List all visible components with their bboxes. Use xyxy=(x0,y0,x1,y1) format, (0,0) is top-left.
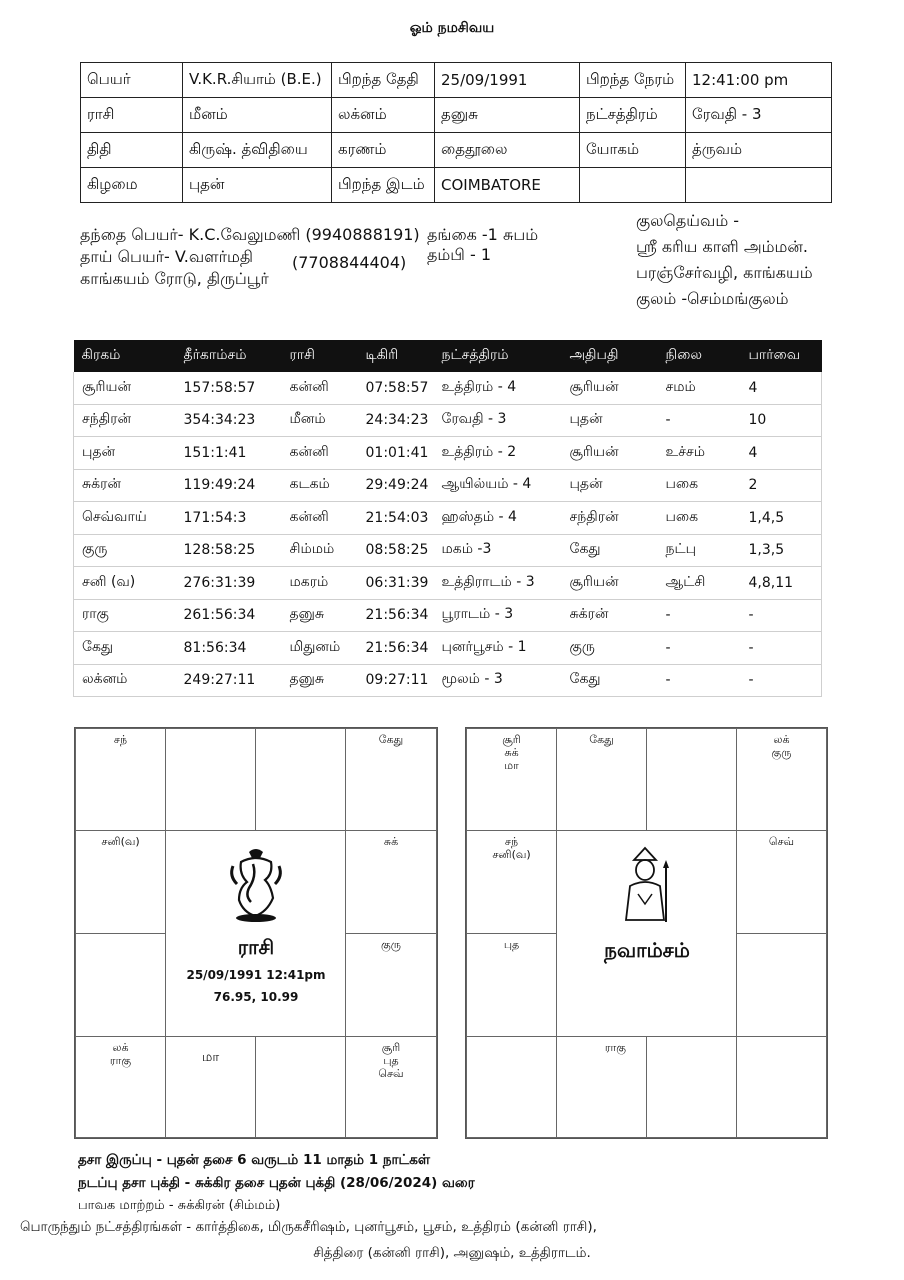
brother: தம்பி - 1 xyxy=(427,245,492,264)
info-label: யோகம் xyxy=(580,133,686,168)
planet-cell: 249:27:11 xyxy=(176,664,282,697)
planet-table xyxy=(73,340,822,697)
rasi-house-scorpio: மா xyxy=(165,1036,256,1138)
navamsa-house-scorpio: ராகு xyxy=(556,1036,647,1138)
planet-cell: கடகம் xyxy=(282,469,358,502)
planet-cell: தனுசு xyxy=(282,664,358,697)
navamsa-house-taurus xyxy=(646,728,737,831)
planet-cell: 07:58:57 xyxy=(358,372,434,404)
rasi-house-pisces: சந் xyxy=(75,728,166,831)
planet-cell: தனுசு xyxy=(282,599,358,632)
ganesha-icon xyxy=(227,846,285,924)
info-value: 12:41:00 pm xyxy=(686,63,832,98)
planet-cell: ஆட்சி xyxy=(658,567,741,600)
planet-cell: 128:58:25 xyxy=(176,534,282,567)
planet-row xyxy=(74,437,822,470)
planet-cell: 4 xyxy=(741,437,822,470)
navamsa-house-aquarius: சந் சனி(வ) xyxy=(466,830,557,934)
planet-cell: 261:56:34 xyxy=(176,599,282,632)
planet-cell: 151:1:41 xyxy=(176,437,282,470)
planet-column-header: தீர்காம்சம் xyxy=(176,340,282,372)
planet-column-header: பார்வை xyxy=(741,340,822,372)
planet-cell: சூரியன் xyxy=(562,372,658,404)
planet-cell: 119:49:24 xyxy=(176,469,282,502)
planet-cell: 1,3,5 xyxy=(741,534,822,567)
planet-cell: 276:31:39 xyxy=(176,567,282,600)
navamsa-house-sagittarius xyxy=(466,1036,557,1138)
info-value: 25/09/1991 xyxy=(435,63,580,98)
planet-cell: சுக்ரன் xyxy=(562,599,658,632)
navamsa-house-cancer: செவ் xyxy=(736,830,827,934)
info-value: தைதூலை xyxy=(435,133,580,168)
sister: தங்கை -1 சுபம் xyxy=(427,225,539,244)
mother-name: தாய் பெயர்- V.வளர்மதி xyxy=(80,247,253,266)
navamsa-house-capricorn: புத xyxy=(466,933,557,1037)
birth-info-table xyxy=(80,62,832,203)
planet-cell: - xyxy=(658,632,741,665)
kula-deivam-label: குலதெய்வம் - xyxy=(636,211,740,230)
info-label: ராசி xyxy=(81,98,183,133)
info-row xyxy=(81,133,832,168)
planet-cell: புதன் xyxy=(74,437,176,470)
info-value: ரேவதி - 3 xyxy=(686,98,832,133)
info-label xyxy=(580,168,686,203)
planet-column-header: அதிபதி xyxy=(562,340,658,372)
page-title: ஓம் நமசிவய xyxy=(409,20,495,36)
planet-cell: 81:56:34 xyxy=(176,632,282,665)
info-label: திதி xyxy=(81,133,183,168)
info-row xyxy=(81,168,832,203)
info-label: பெயர் xyxy=(81,63,183,98)
planet-cell: 4,8,11 xyxy=(741,567,822,600)
rasi-house-libra xyxy=(255,1036,346,1138)
planet-cell: ராகு xyxy=(74,599,176,632)
info-label: கிழமை xyxy=(81,168,183,203)
planet-cell: மூலம் - 3 xyxy=(434,664,562,697)
planet-column-header: ராசி xyxy=(282,340,358,372)
planet-cell: சூரியன் xyxy=(74,372,176,404)
info-label: பிறந்த தேதி xyxy=(332,63,435,98)
planet-row xyxy=(74,404,822,437)
planet-cell: 157:58:57 xyxy=(176,372,282,404)
rasi-title: ராசி xyxy=(237,935,275,959)
planet-cell: லக்னம் xyxy=(74,664,176,697)
planet-column-header: நட்சத்திரம் xyxy=(434,340,562,372)
rasi-house-gemini: கேது xyxy=(345,728,437,831)
planet-cell: கேது xyxy=(74,632,176,665)
matching-stars-line1: பொருந்தும் நட்சத்திரங்கள் - கார்த்திகை, மிருகசீரிஷம், புனர்பூசம், பூசம், உத்திரம் (கன்னி ராசி), xyxy=(20,1219,597,1235)
dasa-balance: தசா இருப்பு - புதன் தசை 6 வருடம் 11 மாதம் 1 நாட்கள் xyxy=(78,1152,431,1168)
rasi-datetime: 25/09/1991 12:41pm xyxy=(186,968,326,982)
planet-cell: 24:34:23 xyxy=(358,404,434,437)
planet-cell: உத்திரம் - 2 xyxy=(434,437,562,470)
planet-cell: - xyxy=(658,599,741,632)
info-value: கிருஷ். த்விதியை xyxy=(183,133,332,168)
planet-cell: சிம்மம் xyxy=(282,534,358,567)
planet-cell: 354:34:23 xyxy=(176,404,282,437)
planet-cell: கன்னி xyxy=(282,372,358,404)
navamsa-house-leo xyxy=(736,933,827,1037)
current-dasa: நடப்பு தசா புக்தி - சுக்கிர தசை புதன் புக்தி (28/06/2024) வரை xyxy=(78,1175,475,1191)
navamsa-house-virgo xyxy=(736,1036,827,1138)
planet-cell: 21:56:34 xyxy=(358,632,434,665)
bhava-change: பாவக மாற்றம் - சுக்கிரன் (சிம்மம்) xyxy=(78,1198,281,1213)
info-value xyxy=(686,168,832,203)
info-value: த்ருவம் xyxy=(686,133,832,168)
planet-cell: ஆயில்யம் - 4 xyxy=(434,469,562,502)
planet-column-header: நிலை xyxy=(658,340,741,372)
father-name: தந்தை பெயர்- K.C.வேலுமணி (9940888191) xyxy=(80,225,420,244)
murugan-icon xyxy=(614,846,676,926)
planet-cell: 06:31:39 xyxy=(358,567,434,600)
planet-cell: சமம் xyxy=(658,372,741,404)
planet-row xyxy=(74,534,822,567)
rasi-chart xyxy=(74,727,438,1139)
planet-cell: புனர்பூசம் - 1 xyxy=(434,632,562,665)
planet-column-header: கிரகம் xyxy=(74,340,176,372)
info-value: புதன் xyxy=(183,168,332,203)
navamsa-house-pisces: சூரி சுக் மா xyxy=(466,728,557,831)
planet-cell: புதன் xyxy=(562,404,658,437)
planet-cell: சுக்ரன் xyxy=(74,469,176,502)
info-value: COIMBATORE xyxy=(435,168,580,203)
info-label: பிறந்த இடம் xyxy=(332,168,435,203)
planet-cell: 08:58:25 xyxy=(358,534,434,567)
planet-cell: 01:01:41 xyxy=(358,437,434,470)
planet-cell: செவ்வாய் xyxy=(74,502,176,535)
planet-row xyxy=(74,632,822,665)
planet-cell: 29:49:24 xyxy=(358,469,434,502)
navamsa-house-aries: கேது xyxy=(556,728,647,831)
planet-cell: 10 xyxy=(741,404,822,437)
planet-cell: சூரியன் xyxy=(562,437,658,470)
planet-cell: 171:54:3 xyxy=(176,502,282,535)
address: காங்கயம் ரோடு, திருப்பூர் xyxy=(80,269,269,288)
planet-cell: நட்பு xyxy=(658,534,741,567)
info-label: நட்சத்திரம் xyxy=(580,98,686,133)
matching-stars-line2: சித்திரை (கன்னி ராசி), அனுஷம், உத்திராடம். xyxy=(313,1245,591,1261)
planet-cell: - xyxy=(741,599,822,632)
planet-cell: சனி (வ) xyxy=(74,567,176,600)
planet-row xyxy=(74,469,822,502)
planet-cell: 1,4,5 xyxy=(741,502,822,535)
planet-cell: உத்திரம் - 4 xyxy=(434,372,562,404)
info-row xyxy=(81,63,832,98)
planet-cell: உச்சம் xyxy=(658,437,741,470)
planet-cell: 21:54:03 xyxy=(358,502,434,535)
planet-cell: மிதுனம் xyxy=(282,632,358,665)
planet-cell: கேது xyxy=(562,664,658,697)
planet-cell: 09:27:11 xyxy=(358,664,434,697)
kula-deivam-name: ஸ்ரீ கரிய காளி அம்மன். xyxy=(636,237,808,256)
planet-cell: சந்திரன் xyxy=(562,502,658,535)
planet-cell: ஹஸ்தம் - 4 xyxy=(434,502,562,535)
rasi-house-taurus xyxy=(255,728,346,831)
rasi-house-virgo: சூரி புத செவ் xyxy=(345,1036,437,1138)
planet-cell: மகரம் xyxy=(282,567,358,600)
rasi-coordinates: 76.95, 10.99 xyxy=(213,990,299,1004)
planet-cell: மீனம் xyxy=(282,404,358,437)
planet-cell: சூரியன் xyxy=(562,567,658,600)
planet-cell: பகை xyxy=(658,502,741,535)
navamsa-chart xyxy=(465,727,828,1139)
navamsa-title: நவாம்சம் xyxy=(604,938,690,962)
rasi-house-leo: குரு xyxy=(345,933,437,1037)
planet-cell: கன்னி xyxy=(282,502,358,535)
planet-cell: - xyxy=(741,632,822,665)
planet-cell: பகை xyxy=(658,469,741,502)
info-value: மீனம் xyxy=(183,98,332,133)
planet-cell: பூராடம் - 3 xyxy=(434,599,562,632)
navamsa-house-gemini: லக் குரு xyxy=(736,728,827,831)
info-value: தனுசு xyxy=(435,98,580,133)
navamsa-house-libra xyxy=(646,1036,737,1138)
planet-cell: கேது xyxy=(562,534,658,567)
kula-deivam-place: பரஞ்சேர்வழி, காங்கயம் xyxy=(636,263,813,282)
planet-cell: கன்னி xyxy=(282,437,358,470)
planet-cell: 2 xyxy=(741,469,822,502)
planet-cell: குரு xyxy=(74,534,176,567)
planet-row xyxy=(74,599,822,632)
rasi-house-cancer: சுக் xyxy=(345,830,437,934)
planet-cell: உத்திராடம் - 3 xyxy=(434,567,562,600)
info-label: பிறந்த நேரம் xyxy=(580,63,686,98)
rasi-house-aquarius: சனி(வ) xyxy=(75,830,166,934)
planet-cell: 21:56:34 xyxy=(358,599,434,632)
planet-cell: - xyxy=(658,664,741,697)
planet-cell: சந்திரன் xyxy=(74,404,176,437)
rasi-house-capricorn xyxy=(75,933,166,1037)
planet-column-header: டிகிரி xyxy=(358,340,434,372)
kulam: குலம் -செம்மங்குலம் xyxy=(636,289,789,308)
info-label: கரணம் xyxy=(332,133,435,168)
rasi-house-sagittarius: லக் ராகு xyxy=(75,1036,166,1138)
planet-row xyxy=(74,664,822,697)
planet-cell: மகம் -3 xyxy=(434,534,562,567)
planet-cell: - xyxy=(658,404,741,437)
planet-row xyxy=(74,502,822,535)
info-row xyxy=(81,98,832,133)
planet-cell: புதன் xyxy=(562,469,658,502)
info-label: லக்னம் xyxy=(332,98,435,133)
rasi-house-aries xyxy=(165,728,256,831)
mother-phone: (7708844404) xyxy=(292,253,407,272)
planet-cell: ரேவதி - 3 xyxy=(434,404,562,437)
planet-row xyxy=(74,567,822,600)
info-value: V.K.R.சியாம் (B.E.) xyxy=(183,63,332,98)
planet-row xyxy=(74,372,822,404)
planet-cell: - xyxy=(741,664,822,697)
planet-cell: குரு xyxy=(562,632,658,665)
planet-cell: 4 xyxy=(741,372,822,404)
